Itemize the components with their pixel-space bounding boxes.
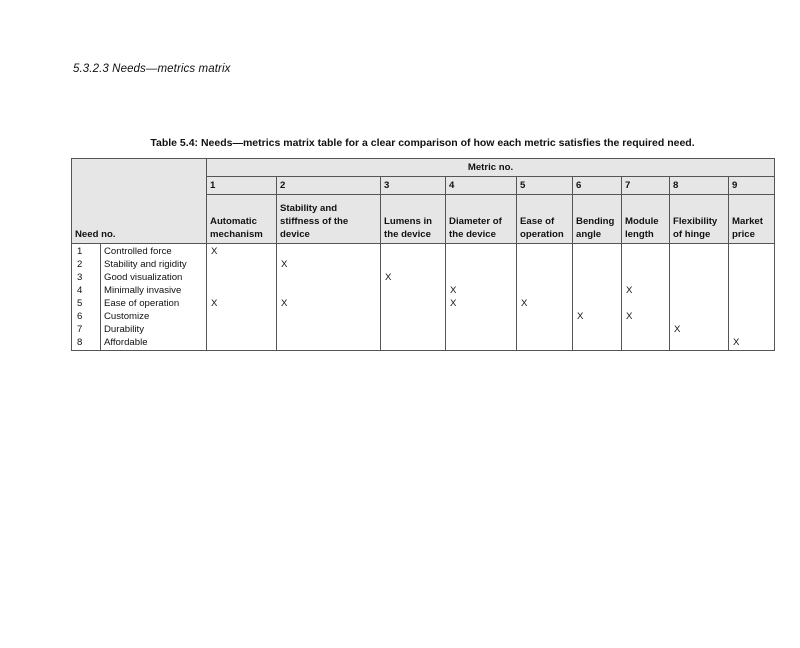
section-heading: 5.3.2.3 Needs—metrics matrix [73, 63, 231, 75]
metric-number: 7 [622, 177, 670, 195]
matrix-cell: X [577, 311, 584, 322]
matrix-cell [385, 310, 442, 323]
matrix-cell [674, 245, 725, 258]
matrix-cell [450, 245, 513, 258]
metric-mark-column [381, 244, 446, 351]
need-no-header: Need no. [72, 159, 207, 244]
metric-label: Market price [729, 195, 775, 244]
matrix-cell [450, 258, 513, 271]
matrix-cell [733, 310, 771, 323]
metric-number: 9 [729, 177, 775, 195]
metric-number: 6 [573, 177, 622, 195]
metric-number: 1 [207, 177, 277, 195]
metric-label: Flexibility of hinge [670, 195, 729, 244]
matrix-cell [385, 297, 442, 310]
matrix-cell [521, 310, 569, 323]
need-number: 3 [77, 272, 83, 283]
need-number: 7 [77, 324, 83, 335]
need-label: Affordable [104, 337, 148, 348]
need-number-column [72, 244, 101, 351]
matrix-cell [521, 336, 569, 349]
matrix-cell [385, 323, 442, 336]
metric-mark-column [729, 244, 775, 351]
matrix-cell [626, 245, 666, 258]
metric-no-header: Metric no. [207, 159, 775, 177]
matrix-cell [577, 297, 618, 310]
matrix-cell [577, 245, 618, 258]
matrix-cell [733, 323, 771, 336]
matrix-cell [733, 284, 771, 297]
metric-mark-column [670, 244, 729, 351]
matrix-cell [674, 284, 725, 297]
need-label: Ease of operation [104, 298, 180, 309]
matrix-cell: X [674, 324, 681, 335]
matrix-cell [211, 284, 273, 297]
matrix-cell [626, 336, 666, 349]
matrix-cell [211, 336, 273, 349]
metric-label: Stability and stiffness of the device [277, 195, 381, 244]
metric-mark-column [573, 244, 622, 351]
need-label-column [101, 244, 207, 351]
matrix-cell [211, 310, 273, 323]
metric-number: 3 [381, 177, 446, 195]
matrix-cell [450, 271, 513, 284]
metric-mark-column [517, 244, 573, 351]
metric-number: 4 [446, 177, 517, 195]
matrix-cell: X [626, 311, 633, 322]
matrix-cell [674, 297, 725, 310]
matrix-cell [674, 258, 725, 271]
needs-metrics-table [71, 158, 775, 351]
matrix-cell: X [385, 272, 392, 283]
matrix-cell [211, 258, 273, 271]
matrix-cell [521, 258, 569, 271]
matrix-cell [385, 245, 442, 258]
matrix-cell [281, 245, 377, 258]
matrix-cell: X [450, 298, 457, 309]
need-number: 4 [77, 285, 83, 296]
matrix-cell: X [211, 246, 218, 257]
matrix-cell: X [733, 337, 740, 348]
metric-label: Ease of operation [517, 195, 573, 244]
metric-mark-column [207, 244, 277, 351]
matrix-cell [521, 271, 569, 284]
matrix-cell [733, 245, 771, 258]
metric-number: 2 [277, 177, 381, 195]
matrix-cell [385, 258, 442, 271]
need-label: Customize [104, 311, 150, 322]
matrix-cell [521, 284, 569, 297]
metric-mark-column [622, 244, 670, 351]
need-number: 8 [77, 337, 83, 348]
metric-mark-column [277, 244, 381, 351]
need-number: 6 [77, 311, 83, 322]
matrix-cell [450, 336, 513, 349]
need-label: Controlled force [104, 246, 172, 257]
need-label: Durability [104, 324, 144, 335]
matrix-cell [733, 258, 771, 271]
table-caption: Table 5.4: Needs—metrics matrix table for a clear comparison of how each metric satisfies the required need. [150, 137, 695, 149]
metric-number: 5 [517, 177, 573, 195]
matrix-cell [281, 336, 377, 349]
matrix-cell [626, 271, 666, 284]
matrix-cell [577, 258, 618, 271]
matrix-cell [674, 310, 725, 323]
metric-label: Automatic mechanism [207, 195, 277, 244]
matrix-cell [385, 284, 442, 297]
matrix-cell: X [450, 285, 457, 296]
matrix-cell [577, 271, 618, 284]
matrix-cell [385, 336, 442, 349]
matrix-cell [281, 310, 377, 323]
matrix-cell [211, 323, 273, 336]
matrix-cell: X [281, 259, 288, 270]
metric-number: 8 [670, 177, 729, 195]
matrix-cell [577, 323, 618, 336]
matrix-cell [450, 310, 513, 323]
matrix-cell: X [211, 298, 218, 309]
matrix-cell [211, 271, 273, 284]
matrix-cell [450, 323, 513, 336]
matrix-cell: X [281, 298, 288, 309]
need-label: Stability and rigidity [104, 259, 187, 270]
matrix-cell [577, 284, 618, 297]
matrix-cell [626, 258, 666, 271]
matrix-cell [577, 336, 618, 349]
matrix-cell: X [626, 285, 633, 296]
matrix-body-row [72, 244, 775, 351]
matrix-cell [281, 284, 377, 297]
matrix-cell [674, 271, 725, 284]
metric-label: Bending angle [573, 195, 622, 244]
matrix-cell [733, 297, 771, 310]
matrix-cell [281, 323, 377, 336]
matrix-cell [733, 271, 771, 284]
matrix-cell: X [521, 298, 528, 309]
matrix-cell [521, 245, 569, 258]
matrix-cell [674, 336, 725, 349]
matrix-cell [281, 271, 377, 284]
need-number: 5 [77, 298, 83, 309]
need-number: 1 [77, 246, 83, 257]
need-number: 2 [77, 259, 83, 270]
matrix-cell [626, 323, 666, 336]
matrix-cell [521, 323, 569, 336]
metric-label: Lumens in the device [381, 195, 446, 244]
matrix-cell [626, 297, 666, 310]
metric-label: Diameter of the device [446, 195, 517, 244]
need-label: Minimally invasive [104, 285, 182, 296]
metric-mark-column [446, 244, 517, 351]
metric-label: Module length [622, 195, 670, 244]
need-label: Good visualization [104, 272, 183, 283]
